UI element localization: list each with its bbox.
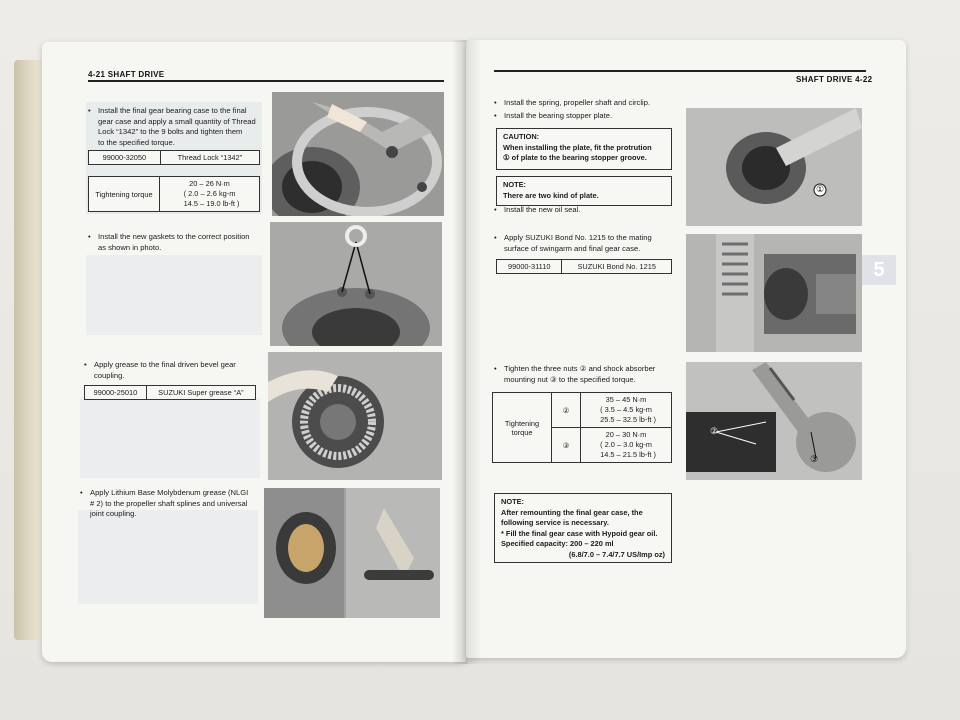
section-tab: 5: [862, 255, 896, 285]
left-step-3: • Apply grease to the final driven bevel gear coupling.: [84, 360, 236, 380]
photo-bearing-stopper: [686, 108, 862, 226]
bond-part-no: 99000-31110: [497, 260, 562, 274]
torque-row1-kgm: 3.5 – 4.5 kg-m: [604, 405, 652, 414]
note-box-2: NOTE: After remounting the final gear case, the following service is necessary. * Fill the final gear case with Hypoid gear oil. Specified capacity: 200 – 220 ml (6.8/7.0 – 7.4/7.7 US/Imp oz): [494, 493, 672, 563]
torque-label: Tightening torque: [89, 177, 160, 212]
bond-name: SUZUKI Bond No. 1215: [562, 260, 672, 274]
thread-lock-table: [88, 150, 260, 165]
right-header-rule: [494, 70, 866, 72]
torque-label-line2: torque: [511, 427, 533, 437]
thread-lock-part-no: 99000-32050: [89, 151, 161, 165]
photo-bearing-case: [272, 92, 444, 216]
nut-mark-2: ②: [552, 393, 581, 428]
right-page-header: SHAFT DRIVE 4-22: [796, 75, 873, 84]
text-shade: [78, 510, 258, 604]
left-page-header: 4-21 SHAFT DRIVE: [88, 70, 165, 79]
thread-lock-name: Thread Lock “1342”: [160, 151, 259, 165]
torque-row2-nm: 20 – 30 N·m: [605, 430, 647, 439]
left-step-1: • Install the final gear bearing case to the final gear case and apply a small quantity of Thread Lock “1342” to the 9 bolts and tighten them to the specified torque.: [88, 106, 256, 147]
right-step-1: • Install the spring, propeller shaft and circlip.: [494, 98, 651, 107]
photo-shock-nuts: [686, 362, 862, 480]
caution-box: CAUTION: When installing the plate, fit the protrution ① of plate to the bearing stopper groove.: [496, 128, 672, 170]
torque-row1-lbft: 25.5 – 32.5 lb-ft: [600, 415, 652, 424]
left-torque-table: Tightening torque 20 – 26 N·m ( 2.0 – 2.6 kg-m 14.5 – 19.0 lb-ft ): [88, 176, 260, 212]
photo-gasket: [270, 222, 442, 346]
callout-3: ③: [810, 454, 819, 464]
torque-nm: 20 – 26 N·m: [189, 179, 230, 188]
callout-1: ①: [816, 184, 825, 194]
right-step-4: • Apply SUZUKI Bond No. 1215 to the mating surface of swingarm and final gear case.: [494, 233, 652, 253]
torque-label-line1: Tightening: [504, 418, 540, 428]
right-torque-table: Tightening torque ② 35 – 45 N·m ( 3.5 – 4.5 kg-m 25.5 – 32.5 lb-ft ) ③ 20 – 30 N·m ( 2.0 – 3.0 kg-m 14.5 – 21.5 lb-ft ): [492, 392, 672, 463]
photo-swingarm: [686, 234, 862, 352]
right-step-2: • Install the bearing stopper plate.: [494, 111, 613, 120]
right-step-3: • Install the new oil seal.: [494, 205, 581, 214]
callout-2: ②: [710, 426, 719, 436]
grease-table: [84, 385, 256, 400]
torque-kgm: 2.0 – 2.6 kg-m: [188, 189, 236, 198]
grease-name: SUZUKI Super grease “A”: [146, 386, 255, 400]
text-shade: [80, 398, 260, 478]
right-step-5: • Tighten the three nuts ② and shock absorber mounting nut ③ to the specified torque.: [494, 364, 656, 384]
torque-lbft: 14.5 – 19.0 lb-ft: [183, 199, 235, 208]
left-step-2: • Install the new gaskets to the correct position as shown in photo.: [88, 232, 250, 252]
torque-row1-nm: 35 – 45 N·m: [605, 395, 647, 404]
left-header-rule: [88, 80, 444, 82]
left-step-4: • Apply Lithium Base Molybdenum grease (NLGI # 2) to the propeller shaft splines and universal joint coupling.: [80, 488, 249, 518]
grease-part-no: 99000-25010: [85, 386, 147, 400]
bond-table: [496, 259, 672, 274]
photo-bevel-gear: [268, 352, 442, 480]
nut-mark-3: ③: [552, 428, 581, 463]
text-shade: [86, 255, 262, 335]
torque-row2-lbft: 14.5 – 21.5 lb-ft: [600, 450, 652, 459]
book-gutter: [452, 40, 482, 664]
photo-propeller-shaft: [264, 488, 440, 618]
torque-row2-kgm: 2.0 – 3.0 kg-m: [604, 440, 652, 449]
note-box-1: NOTE: There are two kind of plate.: [496, 176, 672, 206]
